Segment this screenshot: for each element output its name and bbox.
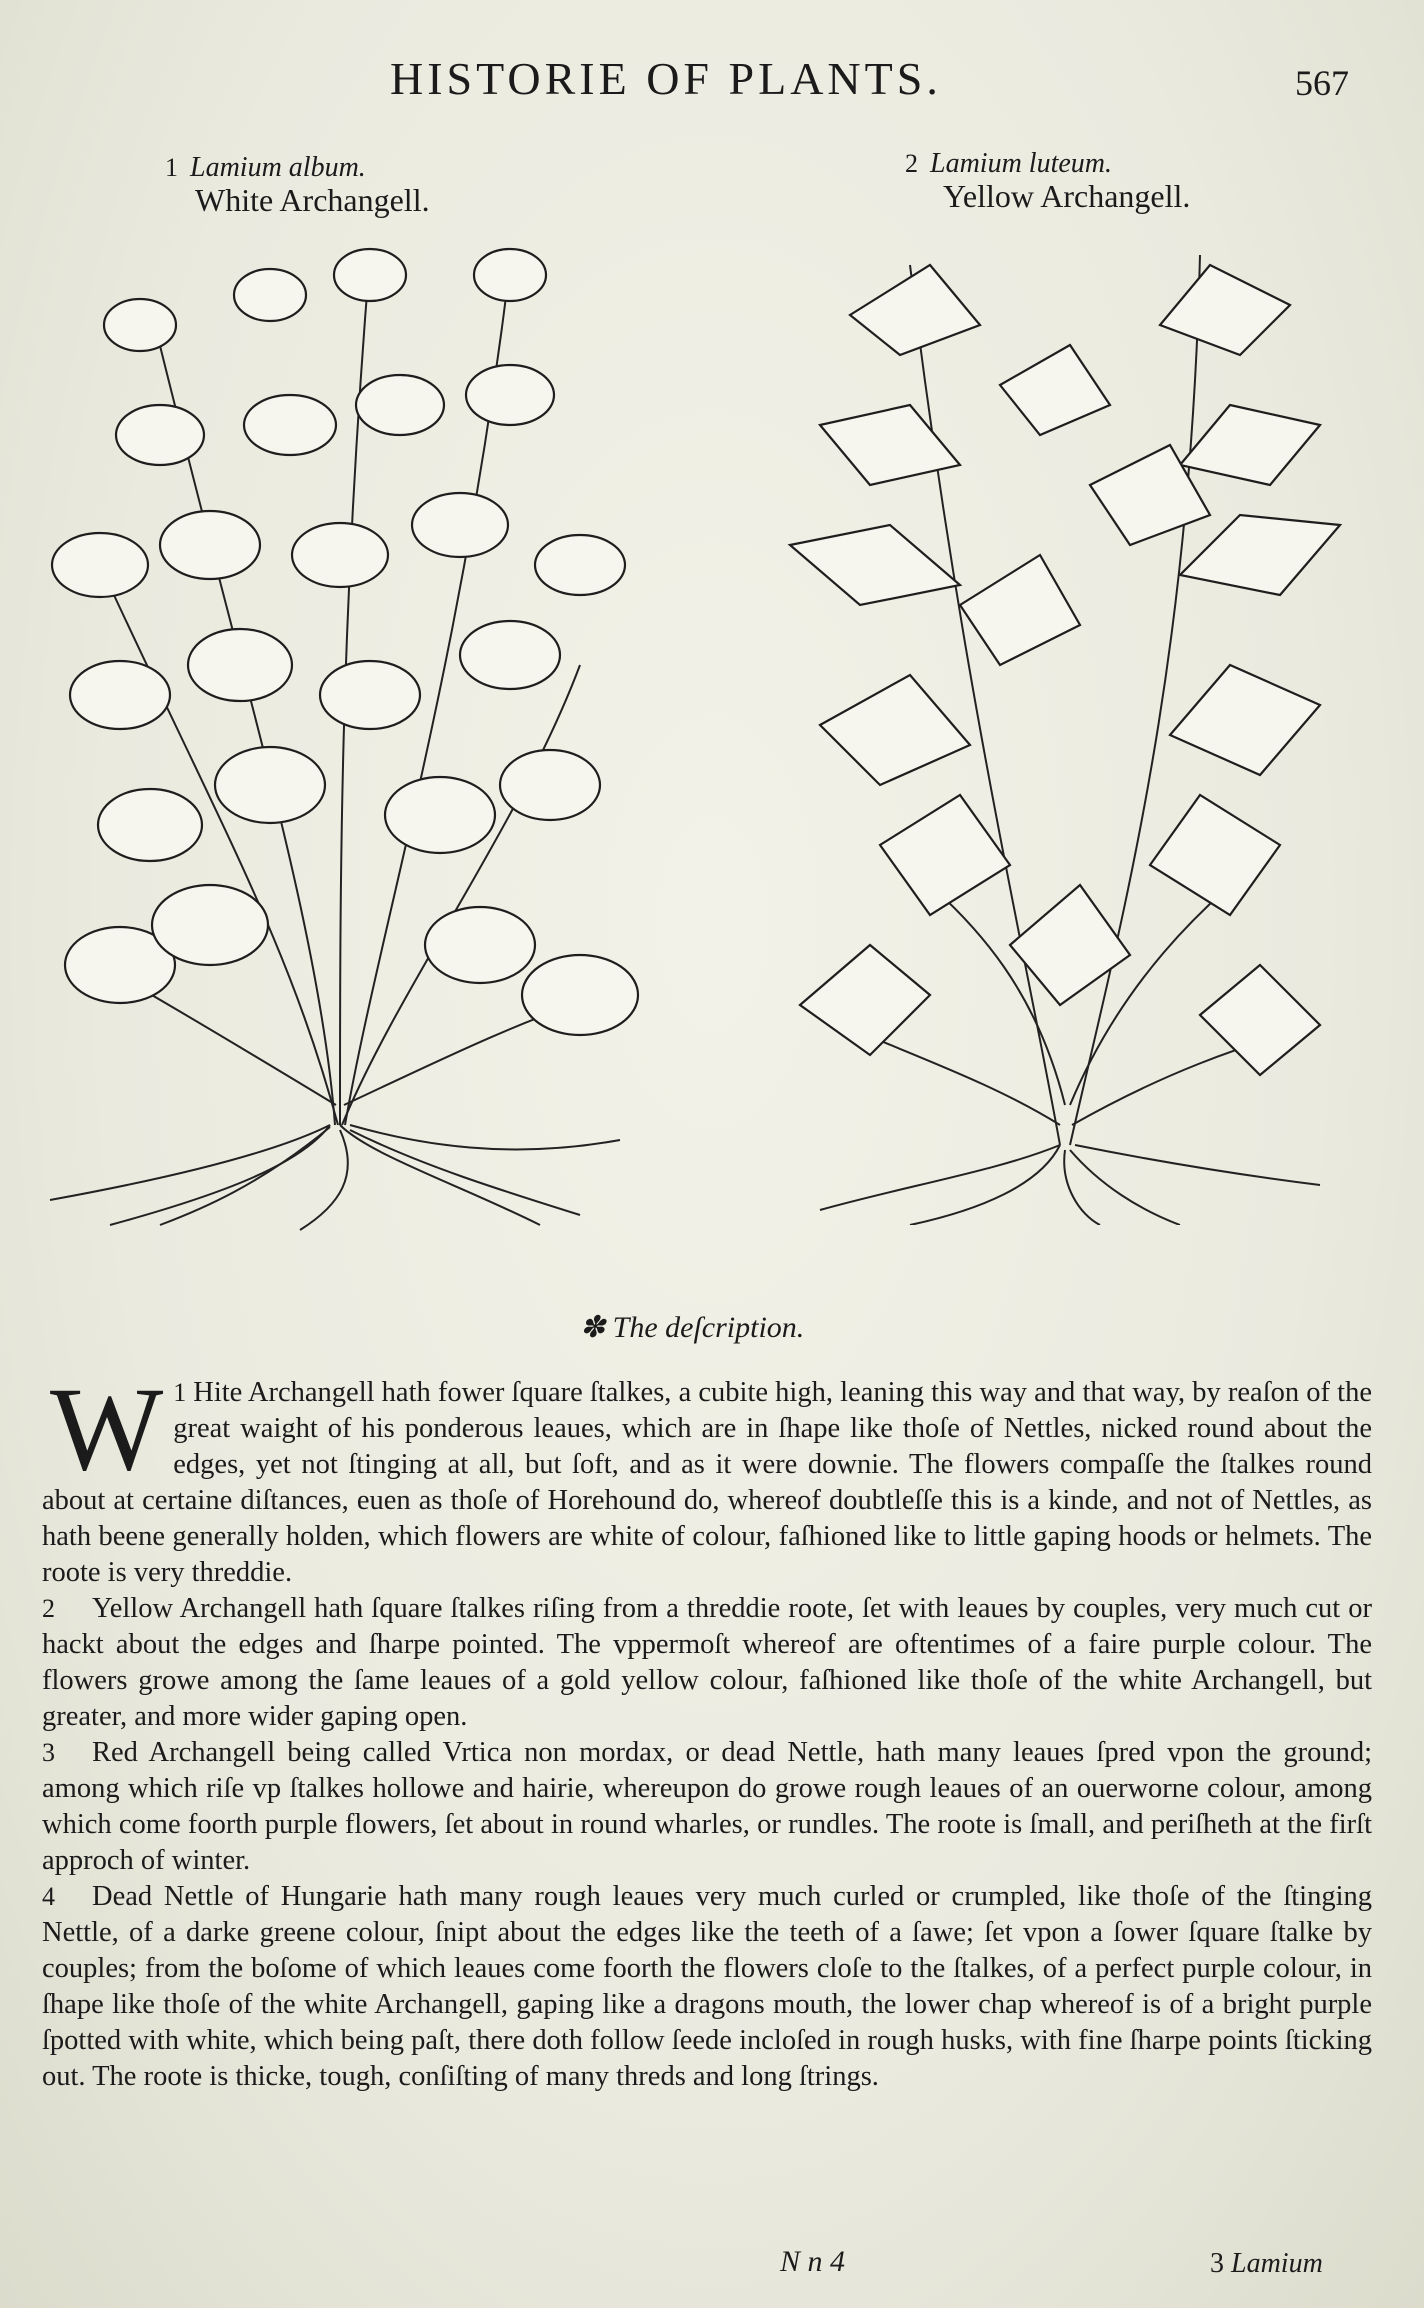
- catchword: [1210, 2248, 1323, 2280]
- figure-2-caption: [905, 148, 1190, 215]
- paragraph-1-text: Hite Archangell hath fower ſquare ſtalkes, a cubite high, leaning this way and that way, by reaſon of the great waight of his ponderous leaues, which are in ſhape like thoſe of Nettles, nicked round about the edges, yet not ſtinging at all, but ſoft, and as it were downie. The flowers compaſſe the ſtalkes round about at certaine diſtances, euen as thoſe of Horehound do, whereof doubtleſſe this is a kinde, and not of Nettles, as hath beene generally holden, which flowers are white of colour, faſhioned like to little gaping hoods or helmets. The roote is very threddie.: [42, 1377, 1372, 1588]
- paragraph-1-number: 1: [173, 1378, 187, 1407]
- paragraph-4: [42, 1879, 1372, 2095]
- dropcap-initial: W: [50, 1362, 164, 1495]
- yellow-archangell-woodcut: [760, 225, 1370, 1225]
- paragraph-1: [42, 1362, 1372, 1591]
- section-heading: ✽ The deſcription.: [580, 1311, 805, 1344]
- paragraph-3: [42, 1735, 1372, 1879]
- signature-mark: N n 4: [780, 2245, 846, 2278]
- paragraph-2: [42, 1591, 1372, 1735]
- leaves: [52, 249, 638, 1035]
- figure-2-latin-name: Lamium luteum.: [930, 148, 1112, 179]
- paragraph-3-text: Red Archangell being called Vrtica non mordax, or dead Nettle, hath many leaues ſpred vpon the ground; among which riſe vp ſtalkes hollowe and hairie, whereupon do growe rough leaues of an ouerworne colour, among which come foorth purple flowers, ſet about in round wharles, or rundles. The roote is ſmall, and periſheth at the firſt approch of winter.: [42, 1737, 1372, 1876]
- roots: [50, 1125, 620, 1230]
- paragraph-2-number: 2: [42, 1594, 55, 1623]
- paragraph-4-number: 4: [42, 1882, 55, 1911]
- figure-2-english-name: Yellow Archangell.: [943, 178, 1191, 214]
- figure-1-latin-name: Lamium album.: [190, 152, 366, 183]
- leaves: [790, 265, 1340, 1075]
- white-archangell-woodcut: [40, 225, 660, 1235]
- description-body: [42, 1362, 1372, 2095]
- catchword-word: Lamium: [1231, 2248, 1323, 2279]
- folio-number: 567: [1295, 63, 1349, 103]
- paragraph-3-number: 3: [42, 1738, 55, 1767]
- paragraph-4-text: Dead Nettle of Hungarie hath many rough leaues very much curled or crumpled, like thoſe of the ſtinging Nettle, of a darke greene colour, ſnipt about the edges like the teeth of a ſawe; ſet vpon a ſower ſquare ſtalke by couples; from the boſome of which leaues come foorth the flowers cloſe to the ſtalkes, of a perfect purple colour, in ſhape like thoſe of the white Archangell, gaping like a dragons mouth, the lower chap whereof is of a bright purple ſpotted with white, which being paſt, there doth follow ſeede incloſed in rough husks, with fine ſharpe points ſticking out. The roote is thicke, tough, conſiſting of many threds and long ſtrings.: [42, 1881, 1372, 2092]
- catchword-number: 3: [1210, 2248, 1224, 2279]
- figure-1-number: 1: [165, 153, 178, 182]
- figure-1-english-name: White Archangell.: [195, 182, 430, 218]
- show-through: [260, 40, 276, 93]
- figure-1-caption: [165, 152, 430, 219]
- paragraph-2-text: Yellow Archangell hath ſquare ſtalkes riſing from a threddie roote, ſet with leaues by couples, very much cut or hackt about the edges and ſharpe pointed. The vppermoſt whereof are oftentimes of a faire purple colour. The flowers growe among the ſame leaues of a gold yellow colour, faſhioned like thoſe of the white Archangell, but greater, and more wider gaping open.: [42, 1593, 1372, 1732]
- running-head: HISTORIE OF PLANTS.: [390, 53, 942, 104]
- roots: [820, 1145, 1320, 1225]
- figure-2-number: 2: [905, 149, 918, 178]
